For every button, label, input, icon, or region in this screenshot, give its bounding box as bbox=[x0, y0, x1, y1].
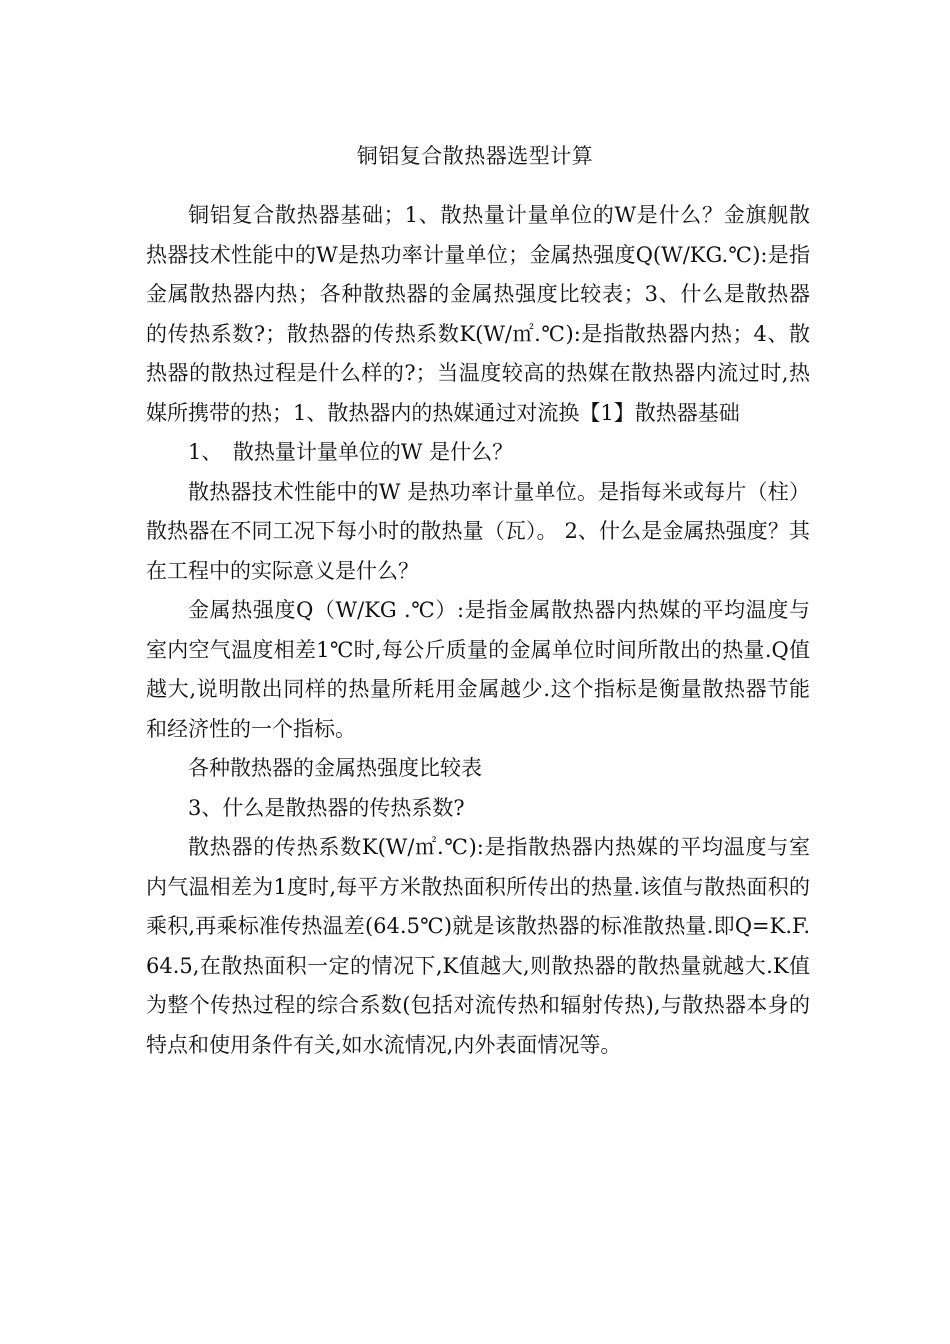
document-body bbox=[146, 196, 810, 1065]
paragraph-w-unit: 散热器技术性能中的W 是热功率计量单位。是指每米或每片（柱）散热器在不同工况下每小时的散热量（瓦）。 2、什么是金属热强度？其在工程中的实际意义是什么？ bbox=[146, 479, 810, 583]
paragraph-comparison-table-caption: 各种散热器的金属热强度比较表 bbox=[188, 756, 482, 780]
paragraph-metal-intensity: 金属热强度Q（W/KG .℃）:是指金属散热器内热媒的平均温度与室内空气温度相差1℃时,每公斤质量的金属单位时间所散出的热量.Q值越大,说明散出同样的热量所耗用金属越少.这个指标是衡量散热器节能和经济性的一个指标。 bbox=[146, 598, 810, 741]
paragraph-heading-3: 3、什么是散热器的传热系数? bbox=[188, 795, 465, 820]
document-title: 铜铝复合散热器选型计算 bbox=[356, 144, 594, 168]
paragraph-heat-transfer-coefficient: 散热器的传热系数K(W/㎡.℃):是指散热器内热媒的平均温度与室内气温相差为1度时,每平方米散热面积所传出的热量.该值与散热面积的乘积,再乘标准传热温差(64.5℃)就是该散热器的标准散热量.即Q=K.F.64.5,在散热面积一定的情况下,K值越大,则散热器的散热量就越大.K值为整个传热过程的综合系数(包括对流传热和辐射传热),与散热器本身的特点和使用条件有关,如水流情况,内外表面情况等。 bbox=[146, 835, 810, 1057]
paragraph-heading-1: 1、 散热量计量单位的W 是什么？ bbox=[188, 440, 514, 464]
paragraph-intro: 铜铝复合散热器基础；1、散热量计量单位的W是什么？金旗舰散热器技术性能中的W是热功率计量单位；金属热强度Q(W/KG.℃):是指金属散热器内热；各种散热器的金属热强度比较表；3、什么是散热器的传热系数?；散热器的传热系数K(W/㎡.℃):是指散热器内热；4、散热器的散热过程是什么样的?；当温度较高的热媒在散热器内流过时,热媒所携带的热；1、散热器内的热媒通过对流换【1】散热器基础 bbox=[146, 203, 810, 425]
